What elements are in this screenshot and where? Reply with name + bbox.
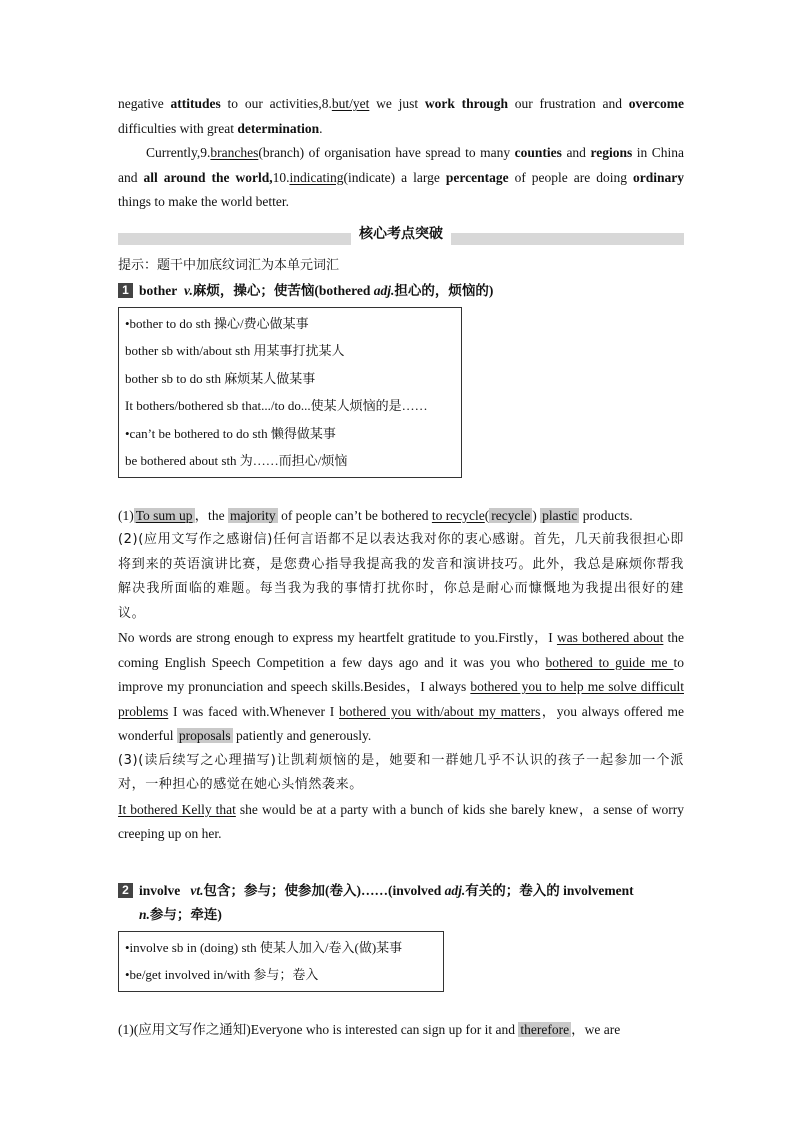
- meaning: 参与；牵连): [149, 906, 222, 922]
- part-of-speech: adj.: [373, 282, 395, 298]
- usage-line: be bothered about sth 为……而担心/烦恼: [125, 453, 348, 468]
- item-2-heading: [118, 879, 684, 927]
- text: we just: [369, 96, 425, 111]
- head-word: involve: [139, 882, 181, 898]
- head-word: bother: [139, 282, 178, 298]
- vocab-highlight: recycle: [491, 507, 531, 523]
- text: ，the: [194, 507, 228, 523]
- text: of people can’t be bothered: [277, 507, 432, 523]
- bold-term: overcome: [628, 96, 685, 111]
- answer: but/yet: [331, 96, 370, 111]
- text: .: [319, 120, 323, 136]
- part-of-speech: v.: [184, 282, 193, 298]
- text: she would be at a party with a bunch of kids she barely knew，a sense of worry creeping up on her.: [118, 801, 684, 841]
- answer: bothered you to help me solve difficult problems: [118, 679, 684, 719]
- text: difficulties with great: [118, 120, 238, 136]
- text: (branch) of organisation have spread to many: [258, 145, 515, 160]
- text: 10.: [272, 169, 290, 185]
- text: things to make the world better.: [118, 194, 289, 209]
- text: ，you always offered me wonderful: [118, 703, 685, 743]
- text: (1)(应用文写作之通知)Everyone who is interested can sign up for it and: [118, 1021, 519, 1037]
- head-word-3: involvement: [563, 882, 634, 898]
- text: No words are strong enough to express my heartfelt gratitude to you.Firstly，I: [118, 630, 557, 645]
- item-1-heading: [118, 279, 684, 303]
- usage-line: •bother to do sth 操心/费心做某事: [125, 315, 309, 331]
- paragraph-top-2: [118, 141, 684, 215]
- usage-box-1: [118, 307, 462, 478]
- vocab-highlight: proposals: [178, 728, 231, 743]
- text: Currently,9.: [146, 145, 211, 160]
- text: patiently and generously.: [232, 728, 372, 743]
- part-of-speech: n.: [139, 906, 150, 922]
- item-2-heading-text: [139, 879, 634, 927]
- example-2-chinese: (2)(应用文写作之感谢信)任何言语都不足以表达我对你的衷心感谢。首先，几天前我很担心即将到来的英语演讲比赛，是您费心指导我提高我的发音和演讲技巧。此外，我总是麻烦你帮我解决我所面临的难题。每当我为我的事情打扰你时，你总是耐心而慷慨地为我提出很好的建议。: [118, 532, 684, 621]
- vocab-highlight: therefore: [520, 1021, 570, 1037]
- answer: bothered to guide me: [545, 654, 674, 670]
- example-2-english: [118, 626, 684, 749]
- text: the coming English Speech Competition a few days ago and it was you who: [118, 630, 685, 670]
- vocab-highlight: majority: [229, 507, 276, 523]
- usage-box-2: [118, 931, 444, 992]
- text: ，we are: [571, 1021, 621, 1037]
- text: (1): [118, 507, 134, 523]
- item-number-badge: 2: [118, 883, 133, 898]
- bold-term: all around the world,: [143, 169, 273, 185]
- head-word-2: involved: [392, 882, 442, 898]
- section-header-bar: [118, 221, 684, 247]
- example-1: [118, 504, 684, 529]
- meaning: 担心的，烦恼的): [394, 282, 494, 298]
- answer: bothered you with/about my matters: [339, 703, 541, 719]
- head-word-2: bothered: [318, 282, 371, 298]
- bold-term: determination: [237, 120, 320, 136]
- bold-term: attitudes: [170, 96, 221, 111]
- text: products.: [579, 507, 633, 523]
- bold-term: work through: [424, 96, 508, 111]
- text: I was faced with.Whenever I: [168, 703, 340, 719]
- text: and: [561, 145, 591, 160]
- answer: It bothered Kelly that: [118, 801, 236, 817]
- answer: branches: [210, 145, 259, 160]
- answer: indicating: [289, 169, 344, 185]
- text: our frustration and: [507, 96, 629, 111]
- section-title: 核心考点突破: [351, 221, 451, 247]
- text: to our activities,8.: [220, 96, 332, 111]
- text: in China and: [118, 145, 685, 185]
- text: ): [532, 507, 541, 523]
- document-page: [118, 92, 684, 1042]
- usage-line: It bothers/bothered sb that.../to do...使某人烦恼的是……: [125, 398, 428, 413]
- bold-term: ordinary: [632, 169, 684, 185]
- text: of people are doing: [508, 169, 633, 185]
- paragraph-top-1: [118, 92, 684, 141]
- part-of-speech: adj.: [444, 882, 466, 898]
- answer: was bothered about: [556, 630, 664, 645]
- part-of-speech: vt.: [190, 882, 204, 898]
- usage-line: bother sb to do sth 麻烦某人做某事: [125, 370, 316, 386]
- bold-term: regions: [590, 145, 633, 160]
- text: (: [484, 507, 490, 523]
- text: to improve my pronunciation and speech skills.Besides，I always: [118, 654, 684, 694]
- vocab-highlight: plastic: [542, 507, 578, 523]
- example-3-chinese: (3)(读后续写之心理描写)让凯莉烦恼的是，她要和一群她几乎不认识的孩子一起参加一个派对，一种担心的感觉在她心头悄然袭来。: [118, 752, 684, 792]
- usage-line: •can’t be bothered to do sth 懒得做某事: [125, 425, 336, 441]
- item-2-example-1: [118, 1018, 684, 1043]
- usage-line: bother sb with/about sth 用某事打扰某人: [125, 343, 345, 358]
- bold-term: percentage: [445, 169, 509, 185]
- answer: to recycle: [431, 507, 485, 523]
- usage-line: •be/get involved in/with 参与；卷入: [125, 967, 319, 982]
- text: negative: [118, 96, 171, 111]
- meaning: 包含；参与；使参加(卷入)……(: [203, 882, 393, 898]
- item-number-badge: 1: [118, 283, 133, 298]
- hint-text: 提示：题干中加底纹词汇为本单元词汇: [118, 257, 340, 273]
- example-3-english: [118, 798, 684, 847]
- answer: To sum up: [135, 507, 193, 523]
- bold-term: counties: [514, 145, 562, 160]
- text: (indicate) a large: [343, 169, 446, 185]
- usage-line: •involve sb in (doing) sth 使某人加入/卷入(做)某事: [125, 939, 403, 955]
- meaning: 有关的；卷入的: [465, 882, 564, 898]
- meaning: 麻烦，操心；使苦恼(: [192, 282, 319, 298]
- item-1-heading-text: [139, 279, 493, 303]
